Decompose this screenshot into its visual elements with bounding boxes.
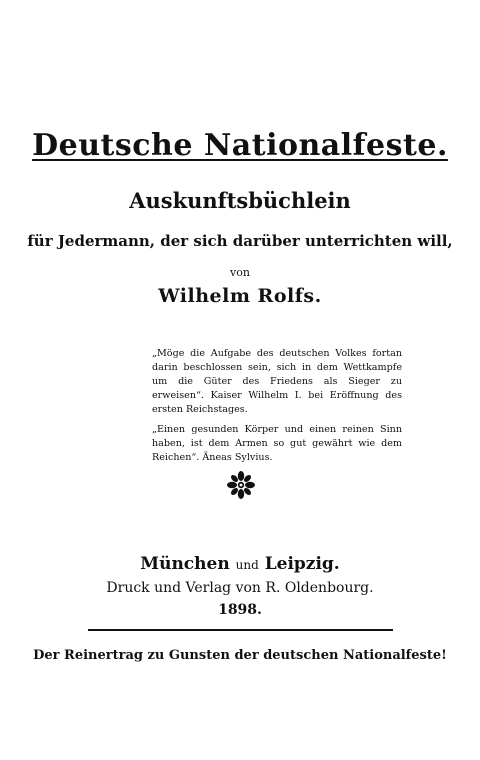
divider-rule bbox=[88, 629, 393, 631]
book-subtitle: Auskunftsbüchlein bbox=[129, 188, 351, 213]
author-name: Wilhelm Rolfs. bbox=[158, 285, 322, 307]
epigraph-block bbox=[152, 347, 402, 471]
book-tagline: für Jedermann, der sich darüber unterrichten will, bbox=[27, 232, 453, 250]
by-line: von bbox=[230, 266, 250, 279]
imprint-city-munich: München bbox=[140, 554, 230, 574]
imprint-place bbox=[0, 554, 480, 574]
proceeds-note: Der Reinertrag zu Gunsten der deutschen Nationalfeste! bbox=[33, 648, 447, 663]
book-title: Deutsche Nationalfeste. bbox=[32, 128, 448, 163]
imprint-and: und bbox=[235, 558, 259, 572]
imprint-city-leipzig: Leipzig. bbox=[264, 554, 340, 574]
imprint-year: 1898. bbox=[218, 602, 262, 618]
imprint-publisher: Druck und Verlag von R. Oldenbourg. bbox=[106, 580, 374, 596]
floral-ornament-icon bbox=[226, 470, 256, 500]
epigraph-quote: „Einen gesunden Körper und einen reinen Sinn haben, ist dem Armen so gut gewährt wie dem Reichen“. Äneas Sylvius. bbox=[152, 424, 402, 463]
epigraph-quote: „Möge die Aufgabe des deutschen Volkes fortan darin beschlossen sein, sich in dem Wettkampfe um die Güter des Friedens als Sieger zu erweisen“. Kaiser Wilhelm I. bei Eröffnung des ersten Reichstages. bbox=[152, 348, 402, 415]
